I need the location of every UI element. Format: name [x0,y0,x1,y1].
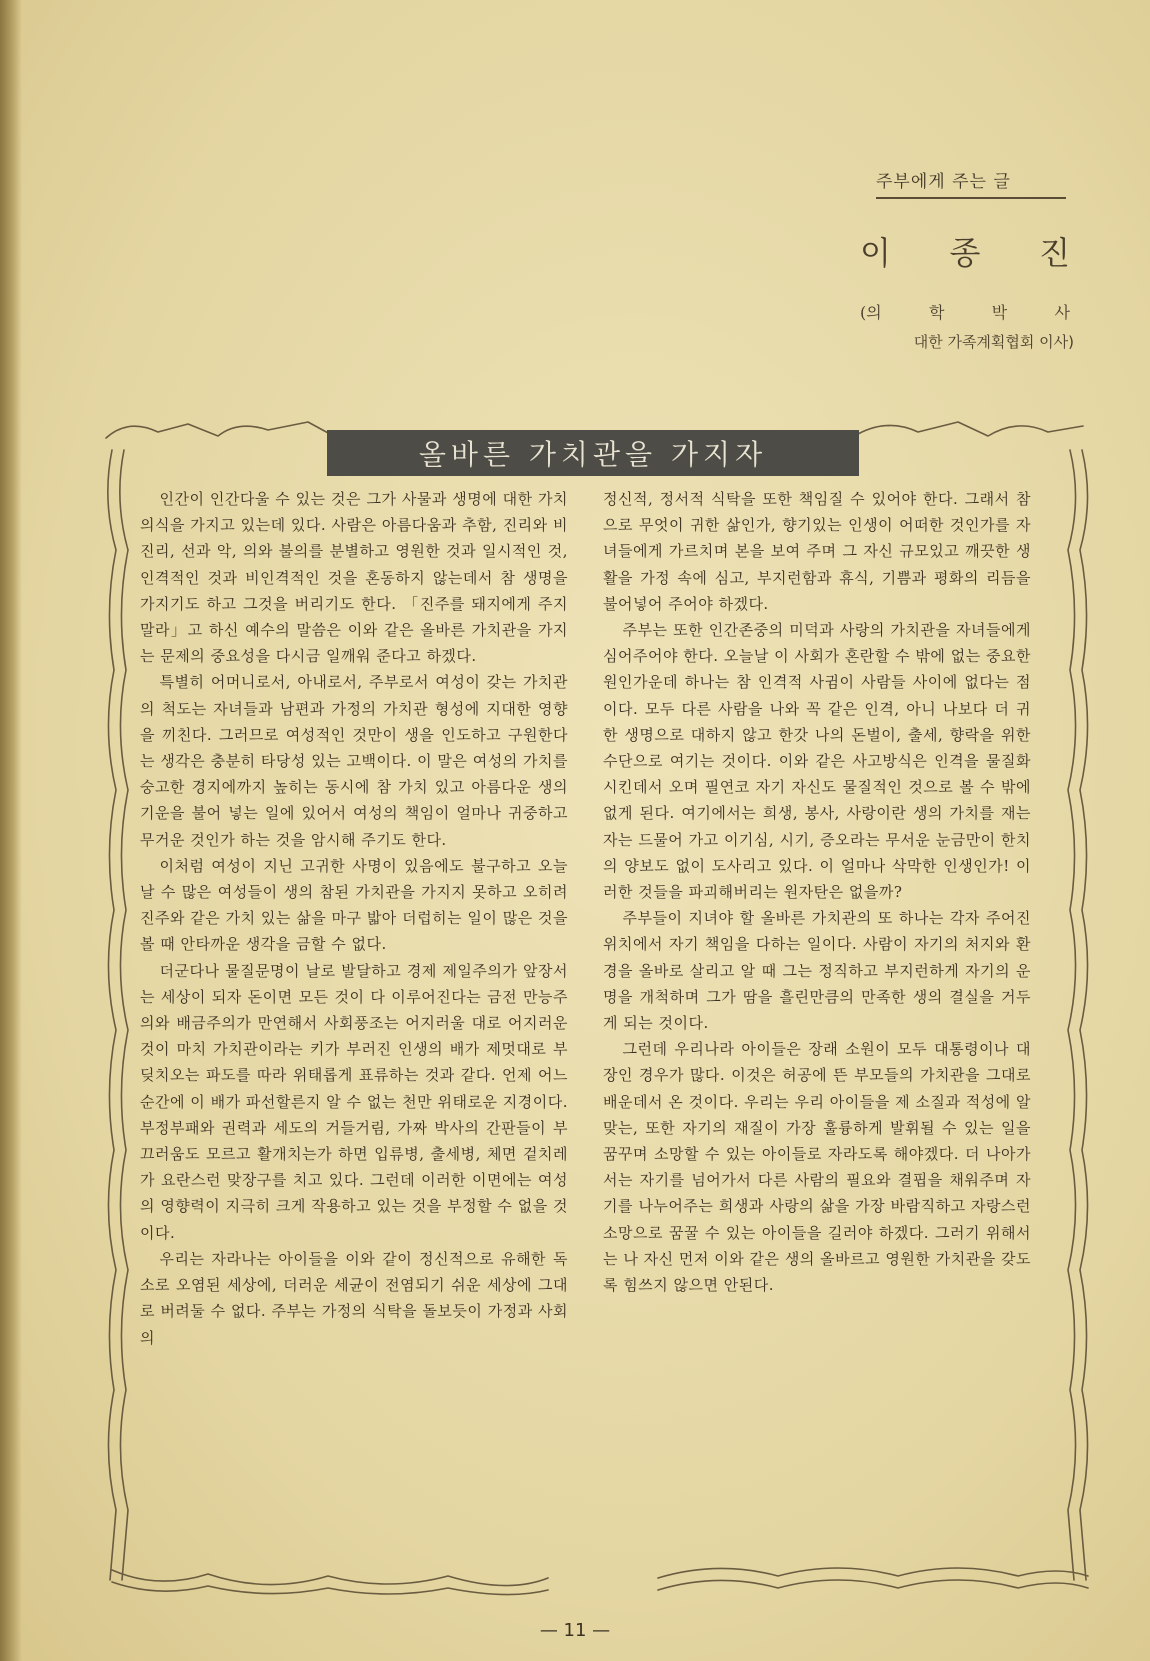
paragraph: 이처럼 여성이 지닌 고귀한 사명이 있음에도 불구하고 오늘날 수 많은 여성들이 생의 참된 가치관을 가지지 못하고 오히려 진주와 같은 가치 있는 삶을 마구 밟아 더럽히는 일이 많은 것을 볼 때 안타까운 생각을 금할 수 없다. [140,856,568,954]
paragraph: 그런데 우리나라 아이들은 장래 소원이 모두 대통령이나 대장인 경우가 많다. 이것은 허공에 뜬 부모들의 가치관을 그대로 배운데서 온 것이다. 우리는 우리 아이들을 제 소질과 적성에 알맞는, 또한 자기의 재질이 가장 훌륭하게 발휘될 수 있는 일을 꿈꾸며 소망할 수 있는 아이들로 자라도록 해야겠다. 더 나아가서는 자기를 넘어가서 다른 사람의 필요와 결핍을 채워주며 자기를 나누어주는 희생과 사랑의 삶을 가장 바람직하고 자랑스런 소망으로 꿈꿀 수 있는 아이들을 길러야 하겠다. 그러기 위해서는 나 자신 먼저 이와 같은 생의 올바르고 영원한 가치관을 갖도록 힘쓰지 않으면 안된다. [603,1040,1031,1295]
credential-char: (의 [860,303,882,322]
section-label: 주부에게 주는 글 [876,167,1066,199]
article-column-left [140,486,568,1351]
paragraph: 주부들이 지녀야 할 올바른 가치관의 또 하나는 각자 주어진 위치에서 자기 책임을 다하는 일이다. 사람이 자기의 처지와 환경을 올바로 살리고 알 때 그는 정직하고 부지런하게 자기의 운명을 개척하며 그가 땀을 흘린만큼의 만족한 생의 결실을 거두게 되는 것이다. [603,909,1031,1033]
paragraph: 우리는 자라나는 아이들을 이와 같이 정신적으로 유해한 독소로 오염된 세상에, 더러운 세균이 전염되기 쉬운 세상에 그대로 버려둘 수 없다. 주부는 가정의 식탁을 돌보듯이 가정과 사회의 [140,1249,568,1347]
author-credential-degree [860,300,1070,323]
paragraph: 특별히 어머니로서, 아내로서, 주부로서 여성이 갖는 가치관의 척도는 자녀들과 남편과 가정의 가치관 형성에 지대한 영향을 끼친다. 그러므로 여성적인 것만이 생을 인도하고 구원한다는 생각은 충분히 타당성 있는 고백이다. 이 말은 여성의 가치를 숭고한 경지에까지 높히는 동시에 참 가치 있고 아름다운 생의 기운을 불어 넣는 일에 있어서 여성의 책임이 얼마나 귀중하고 무거운 것인가 하는 것을 암시해 주기도 한다. [140,673,568,849]
paragraph: 인간이 인간다울 수 있는 것은 그가 사물과 생명에 대한 가치의식을 가지고 있는데 있다. 사람은 아름다움과 추함, 진리와 비진리, 선과 악, 의와 불의를 분별하고 영원한 것과 일시적인 것, 인격적인 것과 비인격적인 것을 혼동하지 않는데서 참 생명을 가지기도 하고 그것을 버리기도 한다. 「진주를 돼지에게 주지 말라」고 하신 예수의 말씀은 이와 같은 올바른 가치관을 가지는 문제의 중요성을 다시금 일깨워 준다고 하겠다. [140,490,568,666]
paragraph: 정신적, 정서적 식탁을 또한 책임질 수 있어야 한다. 그래서 참으로 무엇이 귀한 삶인가, 향기있는 인생이 어떠한 것인가를 자녀들에게 가르치며 본을 보여 주며 그 자신 규모있고 깨끗한 생활을 가정 속에 심고, 부지런함과 휴식, 기쁨과 평화의 리듬을 불어넣어 주어야 하겠다. [603,490,1031,613]
article-title: 올바른 가치관을 가지자 [327,430,859,476]
paragraph: 더군다나 물질문명이 날로 발달하고 경제 제일주의가 앞장서는 세상이 되자 돈이면 모든 것이 다 이루어진다는 금전 만능주의와 배금주의가 만연해서 사회풍조는 어지러울 대로 어지러운 것이 마치 가치관이라는 키가 부러진 인생의 배가 제멋대로 부딪치오는 파도를 따라 위태롭게 표류하는 것과 같다. 언제 어느 순간에 이 배가 파선할른지 알 수 없는 천만 위태로운 지경이다. 부정부패와 권력과 세도의 거들거림, 가짜 박사의 간판들이 부끄러움도 모르고 활개치는가 하면 입류병, 출세병, 체면 겉치레가 요란스런 맞장구를 치고 있다. 그런데 이러한 이면에는 여성의 영향력이 지극히 크게 작용하고 있는 것을 부정할 수 없을 것이다. [140,961,568,1242]
author-char: 종 [949,234,981,272]
credential-char: 사 [1054,303,1070,322]
page-number: — 11 — [539,1620,611,1641]
page-spine-shadow [0,0,22,1661]
credential-char: 학 [929,303,945,322]
credential-char: 박 [991,303,1008,322]
article-column-right [603,486,1031,1298]
author-name [860,228,1070,274]
author-char: 진 [1039,234,1070,272]
author-credential-org: 대한 가족계획협회 이사) [913,333,1074,351]
paragraph: 주부는 또한 인간존중의 미덕과 사랑의 가치관을 자녀들에게 심어주어야 한다. 오늘날 이 사회가 혼란할 수 밖에 없는 중요한 원인가운데 하나는 참 인격적 사귐이 사람들 사이에 없다는 점이다. 모두 다른 사람을 나와 꼭 같은 인격, 아니 나보다 더 귀한 생명으로 대하지 않고 한갓 나의 돈벌이, 출세, 향락을 위한 수단으로 여기는 것이다. 이와 같은 사고방식은 인격을 물질화시킨데서 오며 필연코 자기 자신도 물질적인 것으로 볼 수 밖에 없게 된다. 여기에서는 희생, 봉사, 사랑이란 생의 가치를 재는 자는 드물어 가고 이기심, 시기, 증오라는 무서운 눈금만이 한치의 양보도 없이 도사리고 있다. 이 얼마나 삭막한 인생인가! 이러한 것들을 파괴해버리는 원자탄은 없을까? [603,621,1031,902]
author-char: 이 [860,234,891,272]
